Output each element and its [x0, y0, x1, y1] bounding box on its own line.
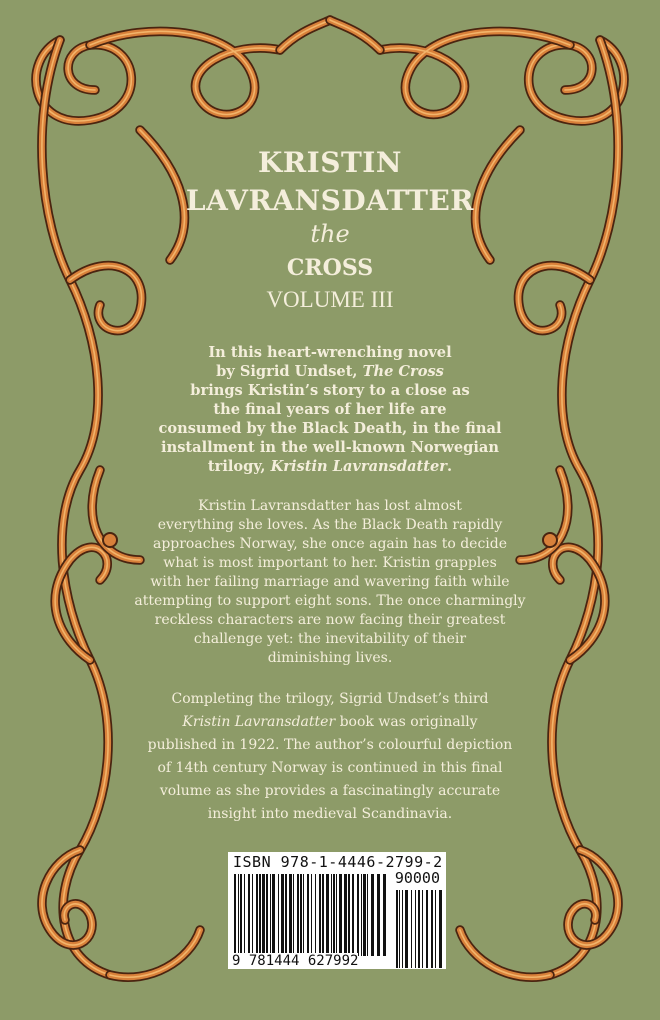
blurb-text: diminishing lives.	[267, 650, 393, 666]
barcode-bar	[272, 874, 275, 956]
blurb-text: Kristin Lavransdatter	[270, 458, 447, 475]
scroll-vine	[550, 40, 618, 975]
barcode-bar	[411, 890, 412, 968]
blurb-paragraph-1	[120, 343, 540, 476]
blurb-text: attempting to support eight sons. The once charmingly	[134, 593, 526, 609]
blurb-line	[120, 757, 540, 780]
barcode-bar	[303, 874, 304, 956]
barcode-bar	[315, 874, 316, 956]
barcode-bar	[244, 874, 245, 956]
blurb-line	[120, 438, 540, 457]
blurb-text: In this heart-wrenching novel	[208, 344, 452, 361]
barcode-bar	[363, 874, 366, 956]
barcode-bar	[300, 874, 302, 956]
barcode-bar	[383, 874, 386, 956]
price-code: 90000	[394, 869, 440, 887]
barcode-bar	[285, 874, 287, 956]
barcode-bar	[259, 874, 261, 956]
blurb-text: the final years of her life are	[213, 401, 447, 418]
barcode-bar	[281, 874, 284, 956]
blurb-text: Kristin Lavransdatter	[182, 714, 336, 730]
barcode-bar	[431, 890, 433, 968]
barcode-bar	[396, 890, 398, 968]
blurb-text: consumed by the Black Death, in the final	[158, 420, 502, 437]
book-title-line2: LAVRANSDATTER	[185, 184, 475, 217]
blurb-line	[120, 535, 540, 554]
blurb-line	[120, 780, 540, 803]
barcode-bar	[307, 874, 309, 956]
blurb-text: reckless characters are now facing their greatest	[154, 612, 506, 628]
barcode-bar	[266, 874, 268, 956]
isbn-barcode	[228, 852, 446, 969]
barcode-bar	[405, 890, 408, 968]
barcode-bar	[361, 874, 362, 956]
book-subtitle: CROSS	[286, 255, 374, 281]
blurb-text: challenge yet: the inevitability of their	[193, 631, 467, 647]
blurb-text: The Cross	[362, 363, 444, 380]
barcode-bar	[402, 890, 403, 968]
blurb-text: installment in the well-known Norwegian	[161, 439, 499, 456]
scroll-vine	[460, 930, 550, 977]
barcode-bar	[339, 874, 342, 956]
barcode-bar	[377, 874, 380, 956]
barcode-bar	[415, 890, 416, 968]
barcode-bar	[371, 874, 374, 956]
barcode-bar	[352, 874, 354, 956]
barcode-bar	[399, 890, 400, 968]
blurb-line	[120, 554, 540, 573]
scroll-vine	[550, 40, 618, 975]
blurb-line	[120, 734, 540, 757]
barcode-bar	[293, 874, 294, 956]
blurb-text: what is most important to her. Kristin grapples	[163, 555, 497, 571]
barcode-bar	[319, 874, 321, 956]
barcode-bar	[256, 874, 258, 956]
blurb-line	[120, 381, 540, 400]
blurb-line	[120, 592, 540, 611]
barcode-bar	[439, 890, 442, 968]
barcode-bar	[326, 874, 329, 956]
blurb-paragraph-3	[120, 688, 540, 826]
barcode-bar	[344, 874, 347, 956]
blurb-line	[120, 649, 540, 668]
barcode-bar	[367, 874, 368, 956]
barcode-bar	[357, 874, 359, 956]
blurb-text: by Sigrid Undset,	[216, 363, 363, 380]
barcode-bar	[289, 874, 292, 956]
blurb-line	[120, 362, 540, 381]
barcode-bar	[426, 890, 428, 968]
blurb-line	[120, 400, 540, 419]
blurb-paragraph-2	[120, 497, 540, 668]
blurb-text: published in 1922. The author’s colourful depiction	[147, 737, 513, 753]
blurb-text: of 14th century Norway is continued in this final	[157, 760, 503, 776]
scroll-vine	[550, 40, 618, 975]
barcode-bar	[336, 874, 337, 956]
barcode-bar	[297, 874, 299, 956]
blurb-text: with her failing marriage and wavering faith while	[150, 574, 510, 590]
barcode-bar	[240, 874, 242, 956]
blurb-line	[120, 573, 540, 592]
scroll-vine	[42, 40, 110, 975]
blurb-line	[120, 516, 540, 535]
barcode-bar	[270, 874, 271, 956]
barcode-bar	[435, 890, 436, 968]
blurb-line	[120, 688, 540, 711]
blurb-line	[120, 711, 540, 734]
barcode-bar	[278, 874, 279, 956]
blurb-line	[120, 419, 540, 438]
book-title-article: the	[310, 220, 350, 248]
scroll-knot	[543, 533, 557, 547]
blurb-line	[120, 343, 540, 362]
barcode-bar	[422, 890, 423, 968]
barcode-bar	[234, 874, 236, 956]
barcode-bar	[331, 874, 332, 956]
blurb-text: Completing the trilogy, Sigrid Undset’s third	[171, 691, 489, 707]
scroll-vine	[42, 40, 110, 975]
barcode-bar	[311, 874, 312, 956]
blurb-text: brings Kristin’s story to a close as	[190, 382, 470, 399]
barcode-bar	[333, 874, 335, 956]
blurb-line	[120, 611, 540, 630]
barcode-bar	[322, 874, 324, 956]
blurb-text: everything she loves. As the Black Death rapidly	[157, 517, 503, 533]
blurb-text: Kristin Lavransdatter has lost almost	[198, 498, 462, 514]
blurb-text: book was originally	[335, 714, 478, 730]
blurb-text: .	[447, 458, 453, 475]
blurb-text: insight into medieval Scandinavia.	[207, 806, 453, 822]
barcode-bar	[262, 874, 265, 956]
scroll-vine	[42, 40, 110, 975]
barcode-bar	[348, 874, 350, 956]
blurb-line	[120, 497, 540, 516]
blurb-line	[120, 803, 540, 826]
barcode-bar	[248, 874, 250, 956]
blurb-text: trilogy,	[207, 458, 271, 475]
barcode-bar	[238, 874, 239, 956]
ean-digits: 9 781444 627992	[232, 953, 359, 969]
scroll-knot	[103, 533, 117, 547]
blurb-line	[120, 457, 540, 476]
barcode-bar	[418, 890, 420, 968]
isbn-text: ISBN 978-1-4446-2799-2	[233, 853, 443, 871]
book-title-line1: KRISTIN	[258, 146, 402, 179]
blurb-text: approaches Norway, she once again has to decide	[152, 536, 508, 552]
barcode-bar	[252, 874, 253, 956]
blurb-line	[120, 630, 540, 649]
blurb-text: volume as she provides a fascinatingly accurate	[159, 783, 501, 799]
volume-label: VOLUME III	[266, 287, 394, 312]
scroll-vine	[110, 930, 200, 977]
